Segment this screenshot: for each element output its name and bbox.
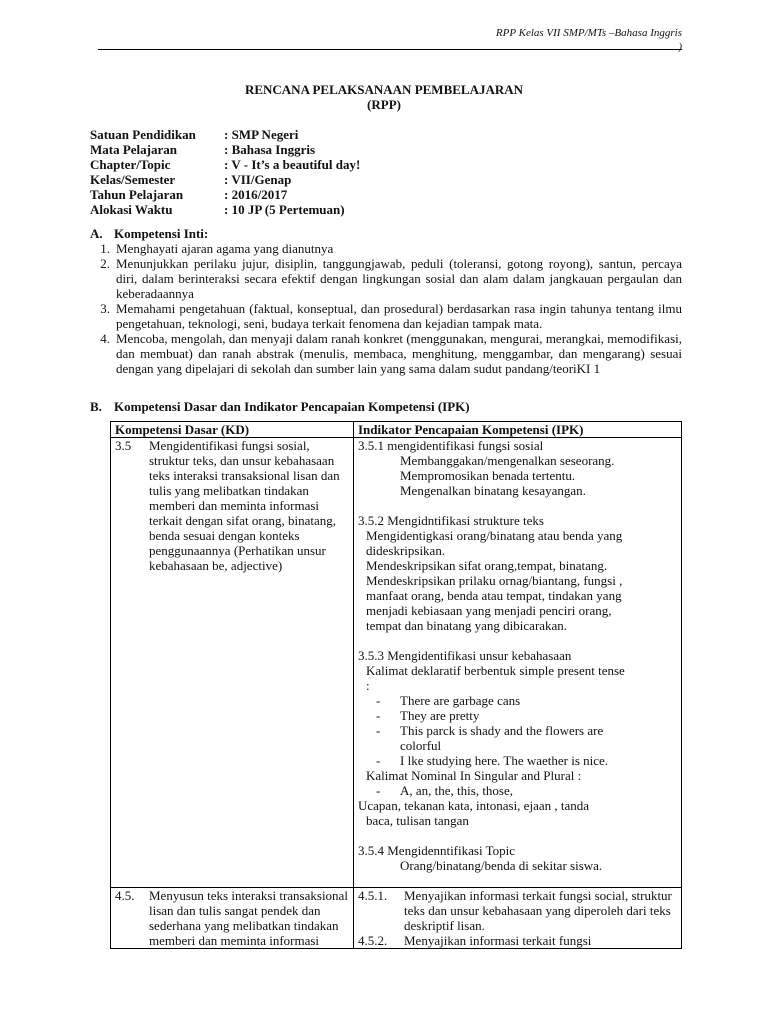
bullet-text: There are garbage cans (400, 693, 521, 708)
ipk-text: Menyajikan informasi terkait fungsi (404, 933, 592, 948)
section-title: Kompetensi Inti: (114, 226, 209, 241)
ipk-heading: 3.5.1 mengidentifikasi fungsi sosial (358, 438, 544, 453)
item-text: Menunjukkan perilaku jujur, disiplin, tanggungjawab, peduli (toleransi, gotong royong), santun, percaya diri, dalam berinteraksi secara efektif dengan lingkungan sosial dan alam dalam jangkauan pergaulan dan keberadaannya (116, 256, 682, 301)
ipk-heading: 3.5.2 Mengidntifikasi strukture teks (358, 513, 544, 528)
ipk-line: tempat dan binatang yang dibicarakan. (366, 618, 568, 633)
kd-ipk-table (110, 421, 682, 949)
kd-number: 4.5. (115, 888, 135, 903)
ipk-heading: 3.5.4 Mengidenntifikasi Topic (358, 843, 515, 858)
list-item (90, 301, 682, 331)
kd-item (115, 438, 349, 573)
ipk-number: 4.5.1. (358, 888, 388, 903)
list-item (90, 331, 682, 376)
ipk-item (358, 933, 677, 948)
dash-bullet: - (376, 753, 381, 768)
table-header-row (111, 422, 682, 438)
meta-key: Satuan Pendidikan (90, 127, 196, 142)
section-heading (90, 226, 682, 241)
identity-block (90, 127, 360, 217)
meta-value: : 2016/2017 (224, 187, 288, 202)
meta-row (90, 172, 360, 187)
meta-value: : V - It’s a beautiful day! (224, 157, 361, 172)
ipk-line: Kalimat deklaratif berbentuk simple present tense (366, 663, 625, 678)
doc-subtitle: (RPP) (367, 97, 401, 112)
ipk-line: Ucapan, tekanan kata, intonasi, ejaan , tanda (358, 798, 590, 813)
bullet-item (358, 723, 677, 738)
item-text: Memahami pengetahuan (faktual, konseptual, dan prosedural) berdasarkan rasa ingin tahunya tentang ilmu pengetahuan, teknologi, seni, budaya terkait fenomena dan kejadian tampak mata. (116, 301, 682, 331)
bullet-text: This parck is shady and the flowers are (400, 723, 604, 738)
ipk-heading: 3.5.3 Mengidentifikasi unsur kebahasaan (358, 648, 572, 663)
ipk-line: Orang/binatang/benda di sekitar siswa. (400, 858, 603, 873)
table-row (111, 888, 682, 949)
spacer (358, 828, 677, 843)
list-item (90, 256, 682, 301)
item-text: Menghayati ajaran agama yang dianutnya (116, 241, 334, 256)
kd-cell (111, 888, 354, 949)
ipk-item (358, 888, 677, 933)
section-kd-ipk (90, 399, 682, 414)
ipk-line: menjadi kebiasaan yang menjadi penciri orang, (366, 603, 612, 618)
meta-key: Tahun Pelajaran (90, 187, 184, 202)
running-title: RPP Kelas VII SMP/MTs –Bahasa Inggris (495, 27, 682, 39)
ipk-line: Mengidentigkasi orang/binatang atau benda yang (366, 528, 623, 543)
meta-value: : 10 JP (5 Pertemuan) (224, 202, 345, 217)
kd-text: Menyusun teks interaksi transaksional lisan dan tulis sangat pendek dan sederhana yang melibatkan tindakan memberi dan meminta informasi (149, 888, 348, 948)
doc-title: RENCANA PELAKSANAAN PEMBELAJARAN (244, 82, 524, 97)
ipk-line: Membanggakan/mengenalkan seseorang. (400, 453, 615, 468)
running-title-cont: ) (678, 41, 682, 53)
ipk-number: 4.5.2. (358, 933, 388, 948)
ipk-line: Mengenalkan binatang kesayangan. (400, 483, 586, 498)
column-header-ipk: Indikator Pencapaian Kompetensi (IPK) (354, 422, 682, 438)
meta-row (90, 142, 360, 157)
section-heading (90, 399, 682, 414)
meta-key: Alokasi Waktu (90, 202, 173, 217)
bullet-text: colorful (400, 738, 442, 753)
spacer (358, 498, 677, 513)
item-number: 4. (100, 331, 110, 346)
meta-key: Chapter/Topic (90, 157, 171, 172)
kd-cell (111, 438, 354, 888)
dash-bullet: - (376, 708, 381, 723)
column-header-kd: Kompetensi Dasar (KD) (111, 422, 354, 438)
section-letter: B. (90, 399, 102, 414)
dash-bullet: - (376, 723, 381, 738)
meta-row (90, 202, 360, 217)
table-row (111, 438, 682, 888)
bullet-item (358, 693, 677, 708)
dash-bullet: - (376, 783, 381, 798)
ipk-line: Mendeskripsikan prilaku ornag/biantang, fungsi , (366, 573, 623, 588)
ipk-line: dideskripsikan. (366, 543, 446, 558)
section-kompetensi-inti (90, 226, 682, 376)
header-rule (98, 49, 682, 50)
kd-item (115, 888, 349, 948)
kd-number: 3.5 (115, 438, 132, 453)
bullet-item (358, 753, 677, 768)
ipk-line: manfaat orang, benda atau tempat, tindakan yang (366, 588, 622, 603)
spacer (358, 873, 677, 887)
meta-value: : VII/Genap (224, 172, 292, 187)
ipk-line: Mendeskripsikan sifat orang,tempat, binatang. (366, 558, 608, 573)
bullet-text: They are pretty (400, 708, 480, 723)
item-number: 1. (100, 241, 110, 256)
dash-bullet: - (376, 693, 381, 708)
meta-row (90, 127, 360, 142)
meta-value: : SMP Negeri (224, 127, 299, 142)
ki-list (90, 241, 682, 376)
ipk-cell (354, 888, 682, 949)
spacer (358, 633, 677, 648)
bullet-text: I lke studying here. The waether is nice. (400, 753, 609, 768)
bullet-item (358, 708, 677, 723)
item-number: 3. (100, 301, 110, 316)
ipk-line: baca, tulisan tangan (366, 813, 469, 828)
list-item (90, 241, 682, 256)
meta-value: : Bahasa Inggris (224, 142, 316, 157)
section-letter: A. (90, 226, 103, 241)
ipk-cell (354, 438, 682, 888)
item-number: 2. (100, 256, 110, 271)
bullet-item (358, 783, 677, 798)
bullet-item (358, 738, 677, 753)
ipk-line: Mempromosikan benada tertentu. (400, 468, 576, 483)
meta-key: Mata Pelajaran (90, 142, 178, 157)
section-title: Kompetensi Dasar dan Indikator Pencapaian Kompetensi (IPK) (114, 399, 470, 414)
meta-key: Kelas/Semester (90, 172, 176, 187)
ipk-line: : (366, 678, 370, 693)
meta-row (90, 187, 360, 202)
meta-row (90, 157, 360, 172)
bullet-text: A, an, the, this, those, (400, 783, 514, 798)
kd-text: Mengidentifikasi fungsi sosial, struktur teks, dan unsur kebahasaan teks interaksi transaksional lisan dan tulis yang melibatkan tindakan memberi dan meminta informasi terkait dengan sifat orang, binatang, benda sesuai dengan konteks penggunaannya (Perhatikan unsur kebahasaan be, adjective) (149, 438, 340, 573)
ipk-line: Kalimat Nominal In Singular and Plural : (366, 768, 582, 783)
ipk-text: Menyajikan informasi terkait fungsi social, struktur teks dan unsur kebahasaan yang diperoleh dari teks deskriptif lisan. (404, 888, 672, 933)
running-header (0, 26, 768, 60)
item-text: Mencoba, mengolah, dan menyaji dalam ranah konkret (menggunakan, mengurai, merangkai, memodifikasi, dan membuat) dan ranah abstrak (menulis, membaca, menghitung, menggambar, dan mengarang) sesuai dengan yang dipelajari di sekolah dan sumber lain yang sama dalam sudut pandang/teoriKI 1 (116, 331, 682, 376)
